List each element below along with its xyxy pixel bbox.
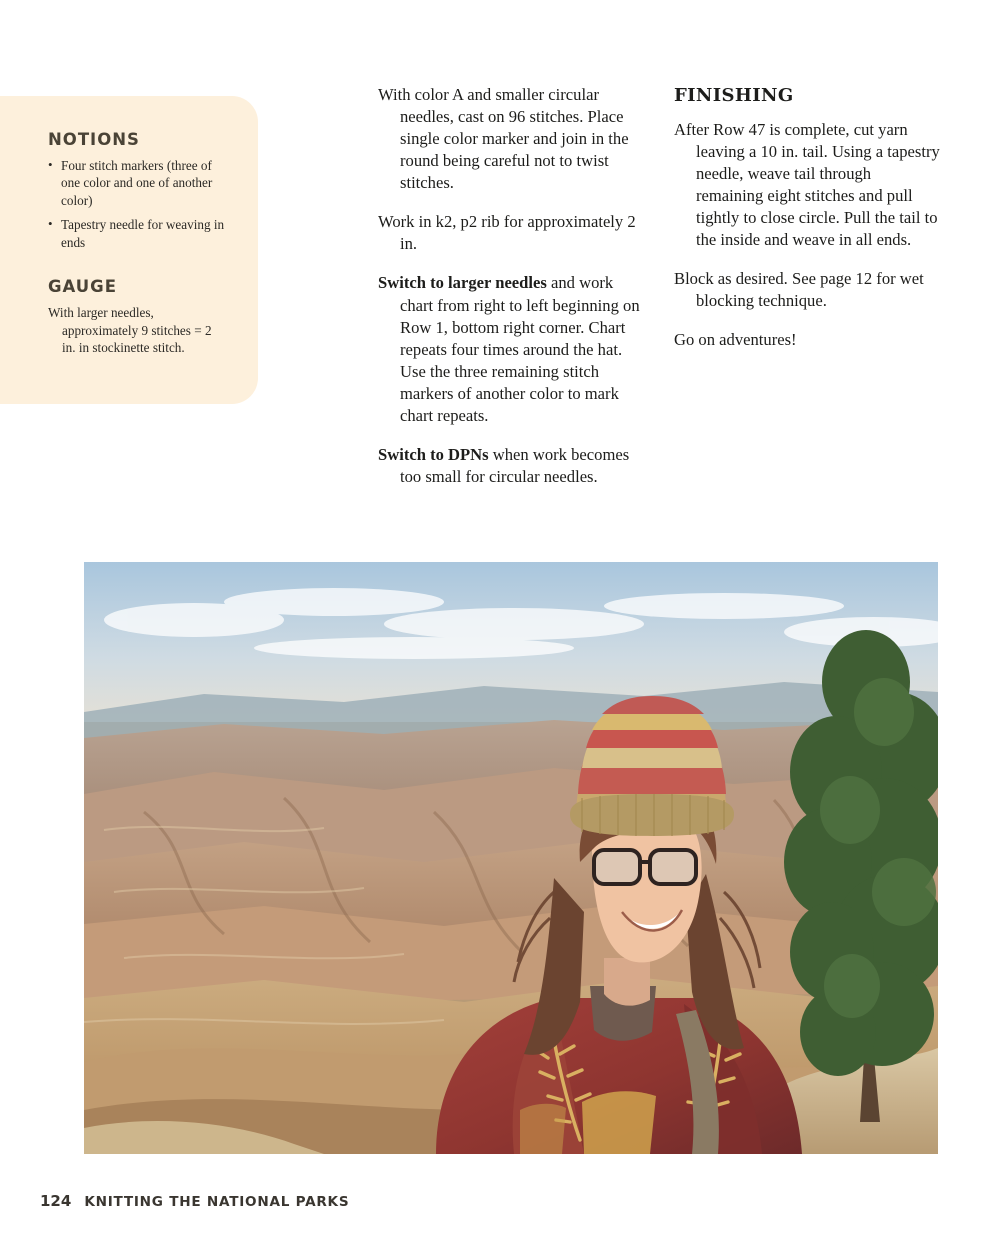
paragraph-switch-to-larger-needles	[378, 272, 644, 426]
paragraph-text: when work becomes too small for circular needles.	[400, 444, 630, 486]
finishing-heading: FINISHING	[674, 85, 794, 106]
notions-gauge-panel	[0, 96, 258, 404]
paragraph: Go on adventures!	[674, 330, 797, 350]
running-head: KNITTING THE NATIONAL PARKS	[84, 1194, 350, 1210]
emphasis-text: Switch to DPNs	[378, 444, 489, 464]
paragraph: Work in k2, p2 rib for approximately 2 in.	[378, 212, 636, 254]
notions-heading: NOTIONS	[48, 130, 140, 149]
paragraph-text: and work chart from right to left beginning on Row 1, bottom right corner. Chart repeats four times around the hat. Use the three remaining stitch markers of another color to mark chart repeats.	[400, 273, 640, 425]
paragraph: Block as desired. See page 12 for wet blocking technique.	[674, 269, 924, 311]
notions-list	[48, 157, 228, 251]
grand-canyon-photo	[84, 562, 938, 1154]
paragraph: With color A and smaller circular needles, cast on 96 stitches. Place single color marker and join in the round being careful not to twist stitches.	[378, 85, 629, 193]
gauge-heading: GAUGE	[48, 277, 117, 297]
page-footer	[40, 1192, 349, 1210]
paragraph: After Row 47 is complete, cut yarn leaving a 10 in. tail. Using a tapestry needle, weave tail through remaining eight stitches and pull tightly to close circle. Pull the tail to the inside and weave in all ends.	[674, 119, 940, 250]
emphasis-text: Switch to larger needles	[378, 273, 547, 293]
middle-text-column	[378, 84, 644, 488]
right-text-column	[674, 84, 942, 352]
list-item: • Tapestry needle for weaving in ends	[48, 216, 228, 251]
gauge-text: With larger needles, approximately 9 stitches = 2 in. in stockinette stitch.	[48, 305, 212, 356]
paragraph-switch-to-dpns	[378, 444, 644, 488]
list-item: • Four stitch markers (three of one color and one of another color)	[48, 157, 228, 209]
page-number: 124	[40, 1192, 72, 1210]
